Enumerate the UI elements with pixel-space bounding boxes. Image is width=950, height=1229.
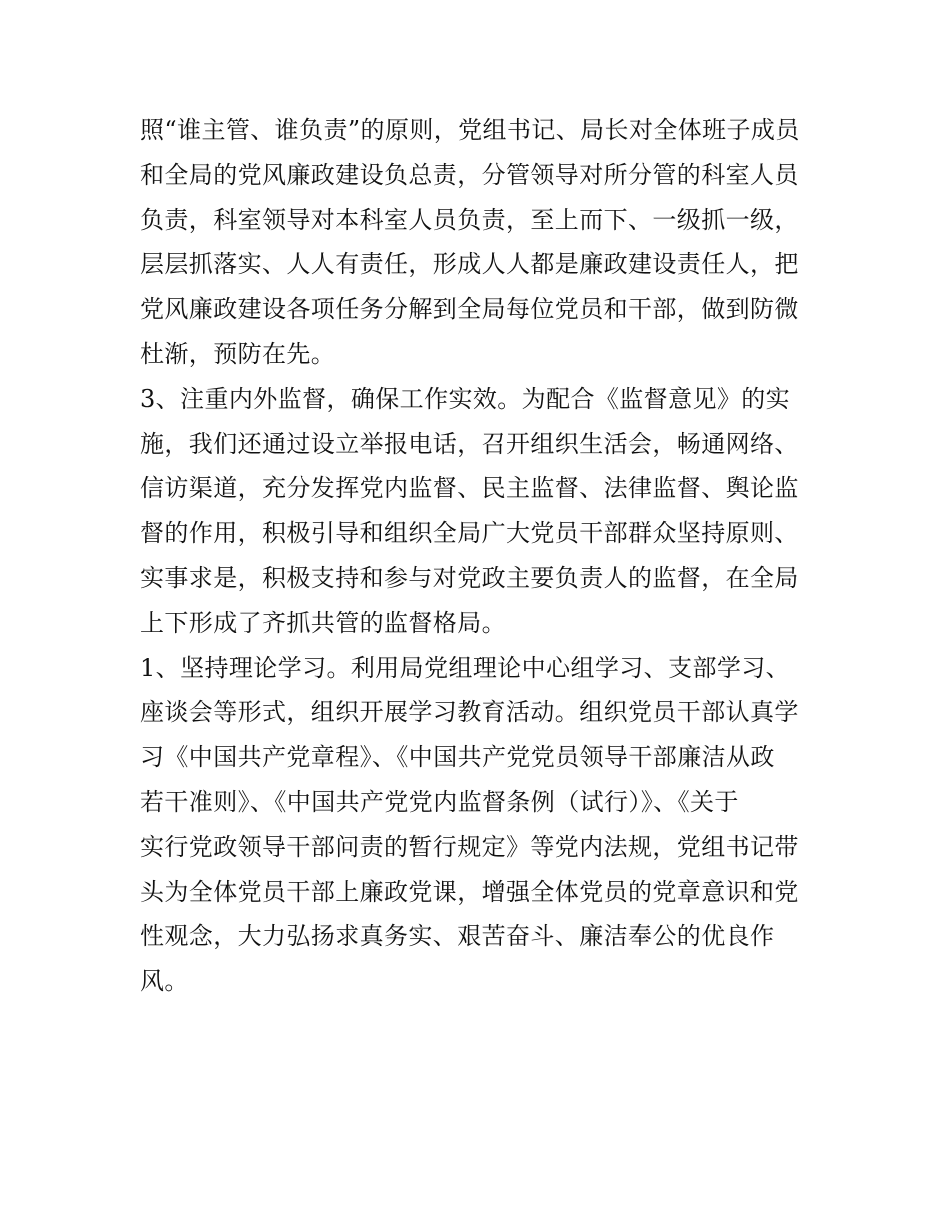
text-line: 性观念，大力弘扬求真务实、艰苦奋斗、廉洁奉公的优良作 [140,922,775,951]
text-line: 风。 [140,967,189,996]
text-line: 座谈会等形式，组织开展学习教育活动。组织党员干部认真学 [140,698,799,727]
text-line: 若干准则》、《中国共产党党内监督条例（试行）》、《关于 [140,787,739,816]
text-line: 和全局的党风廉政建设负总责，分管领导对所分管的科室人员 [140,160,799,189]
text-line: 习《中国共产党章程》、《中国共产党党员领导干部廉洁从政 [140,743,775,772]
text-line: 实行党政领导干部问责的暂行规定》等党内法规，党组书记带 [140,832,799,861]
text-line: 信访渠道，充分发挥党内监督、民主监督、法律监督、舆论监 [140,474,799,503]
text-line: 负责，科室领导对本科室人员负责，至上而下、一级抓一级， [140,205,799,234]
text-line: 上下形成了齐抓共管的监督格局。 [140,608,506,637]
text-line: 党风廉政建设各项任务分解到全局每位党员和干部，做到防微 [140,295,799,324]
text-line: 1、坚持理论学习。利用局党组理论中心组学习、支部学习、 [140,653,791,682]
text-line: 实事求是，积极支持和参与对党政主要负责人的监督，在全局 [140,563,799,592]
text-line: 杜渐，预防在先。 [140,339,336,368]
text-line: 照“谁主管、谁负责”的原则，党组书记、局长对全体班子成员 [140,116,800,144]
document-body [140,108,820,1004]
text-line: 督的作用，积极引导和组织全局广大党员干部群众坚持原则、 [140,519,799,548]
text-line: 3、注重内外监督，确保工作实效。为配合《监督意见》的实 [140,384,791,413]
text-line: 头为全体党员干部上廉政党课，增强全体党员的党章意识和党 [140,877,799,906]
text-line: 层层抓落实、人人有责任，形成人人都是廉政建设责任人，把 [140,250,799,279]
text-line: 施，我们还通过设立举报电话，召开组织生活会，畅通网络、 [140,429,799,458]
